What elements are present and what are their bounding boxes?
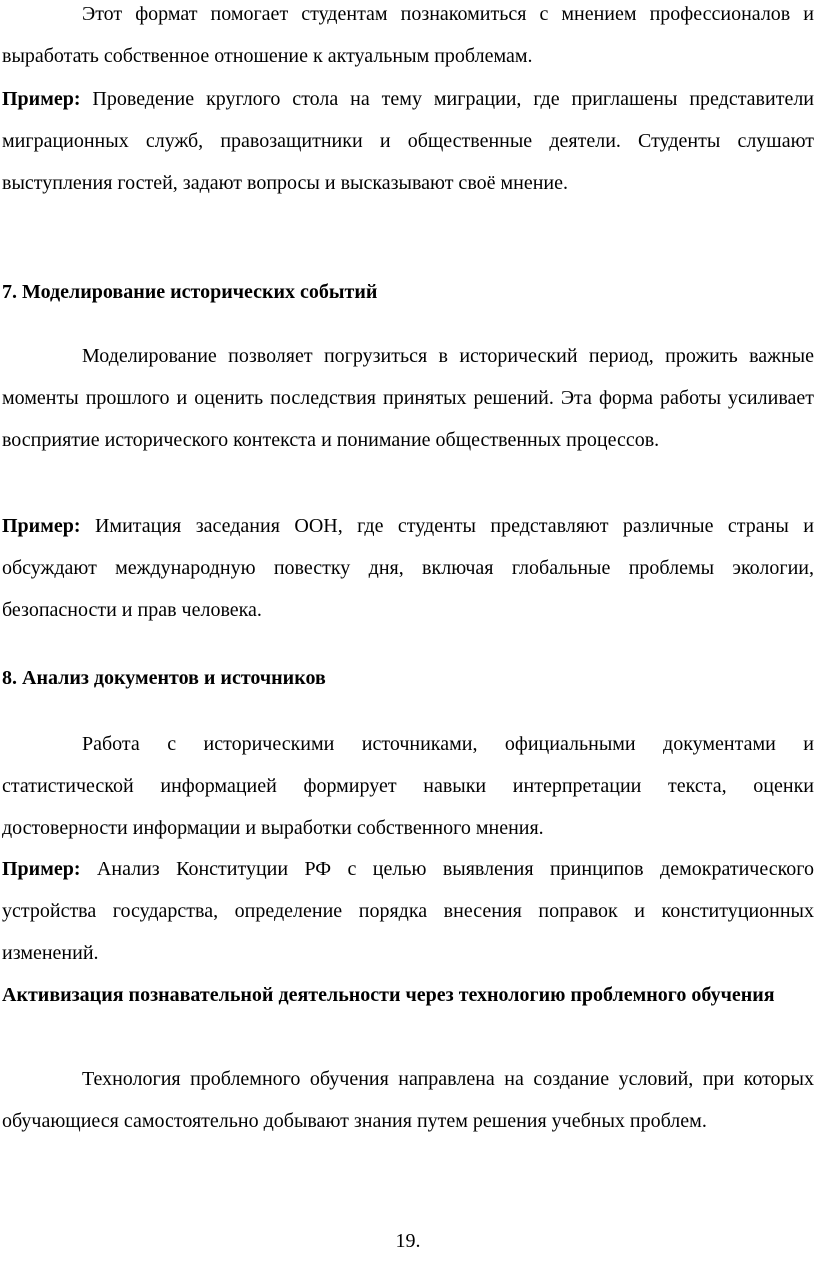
example-paragraph-round-table [2, 78, 814, 204]
problem-learning-body: Технология проблемного обучения направлена на создание условий, при которых обучающиеся самостоятельно добывают знания путем решения учебных проблем. [2, 1068, 814, 1132]
example-text: Проведение круглого стола на тему миграции, где приглашены представители миграционных служб, правозащитники и общественные деятели. Студенты слушают выступления гостей, задают вопросы и высказывают своё мнение. [2, 88, 814, 194]
example-label: Пример: [2, 858, 81, 880]
example-text: Анализ Конституции РФ с целью выявления принципов демократического устройства государства, определение порядка внесения поправок и конституционных изменений. [2, 858, 814, 964]
example-paragraph-constitution [2, 848, 814, 974]
example-label: Пример: [2, 88, 81, 110]
section-8-body: Работа с историческими источниками, официальными документами и статистической информацией формирует навыки интерпретации текста, оценки достоверности информации и выработки собственного мнения. [2, 733, 814, 839]
page-number: 19. [395, 1230, 421, 1252]
paragraph-intro: Этот формат помогает студентам познакомиться с мнением профессионалов и выработать собственное отношение к актуальным проблемам. [2, 3, 814, 67]
section-8-heading: 8. Анализ документов и источников [2, 667, 326, 689]
problem-learning-heading: Активизация познавательной деятельности через технологию проблемного обучения [2, 984, 775, 1006]
example-text: Имитация заседания ООН, где студенты представляют различные страны и обсуждают международную повестку дня, включая глобальные проблемы экологии, безопасности и прав человека. [2, 515, 814, 621]
example-label: Пример: [2, 515, 81, 537]
section-7-heading: 7. Моделирование исторических событий [2, 281, 378, 303]
example-paragraph-un-simulation [2, 505, 814, 631]
section-7-body: Моделирование позволяет погрузиться в исторический период, прожить важные моменты прошлого и оценить последствия принятых решений. Эта форма работы усиливает восприятие исторического контекста и понимание общественных процессов. [2, 345, 814, 451]
